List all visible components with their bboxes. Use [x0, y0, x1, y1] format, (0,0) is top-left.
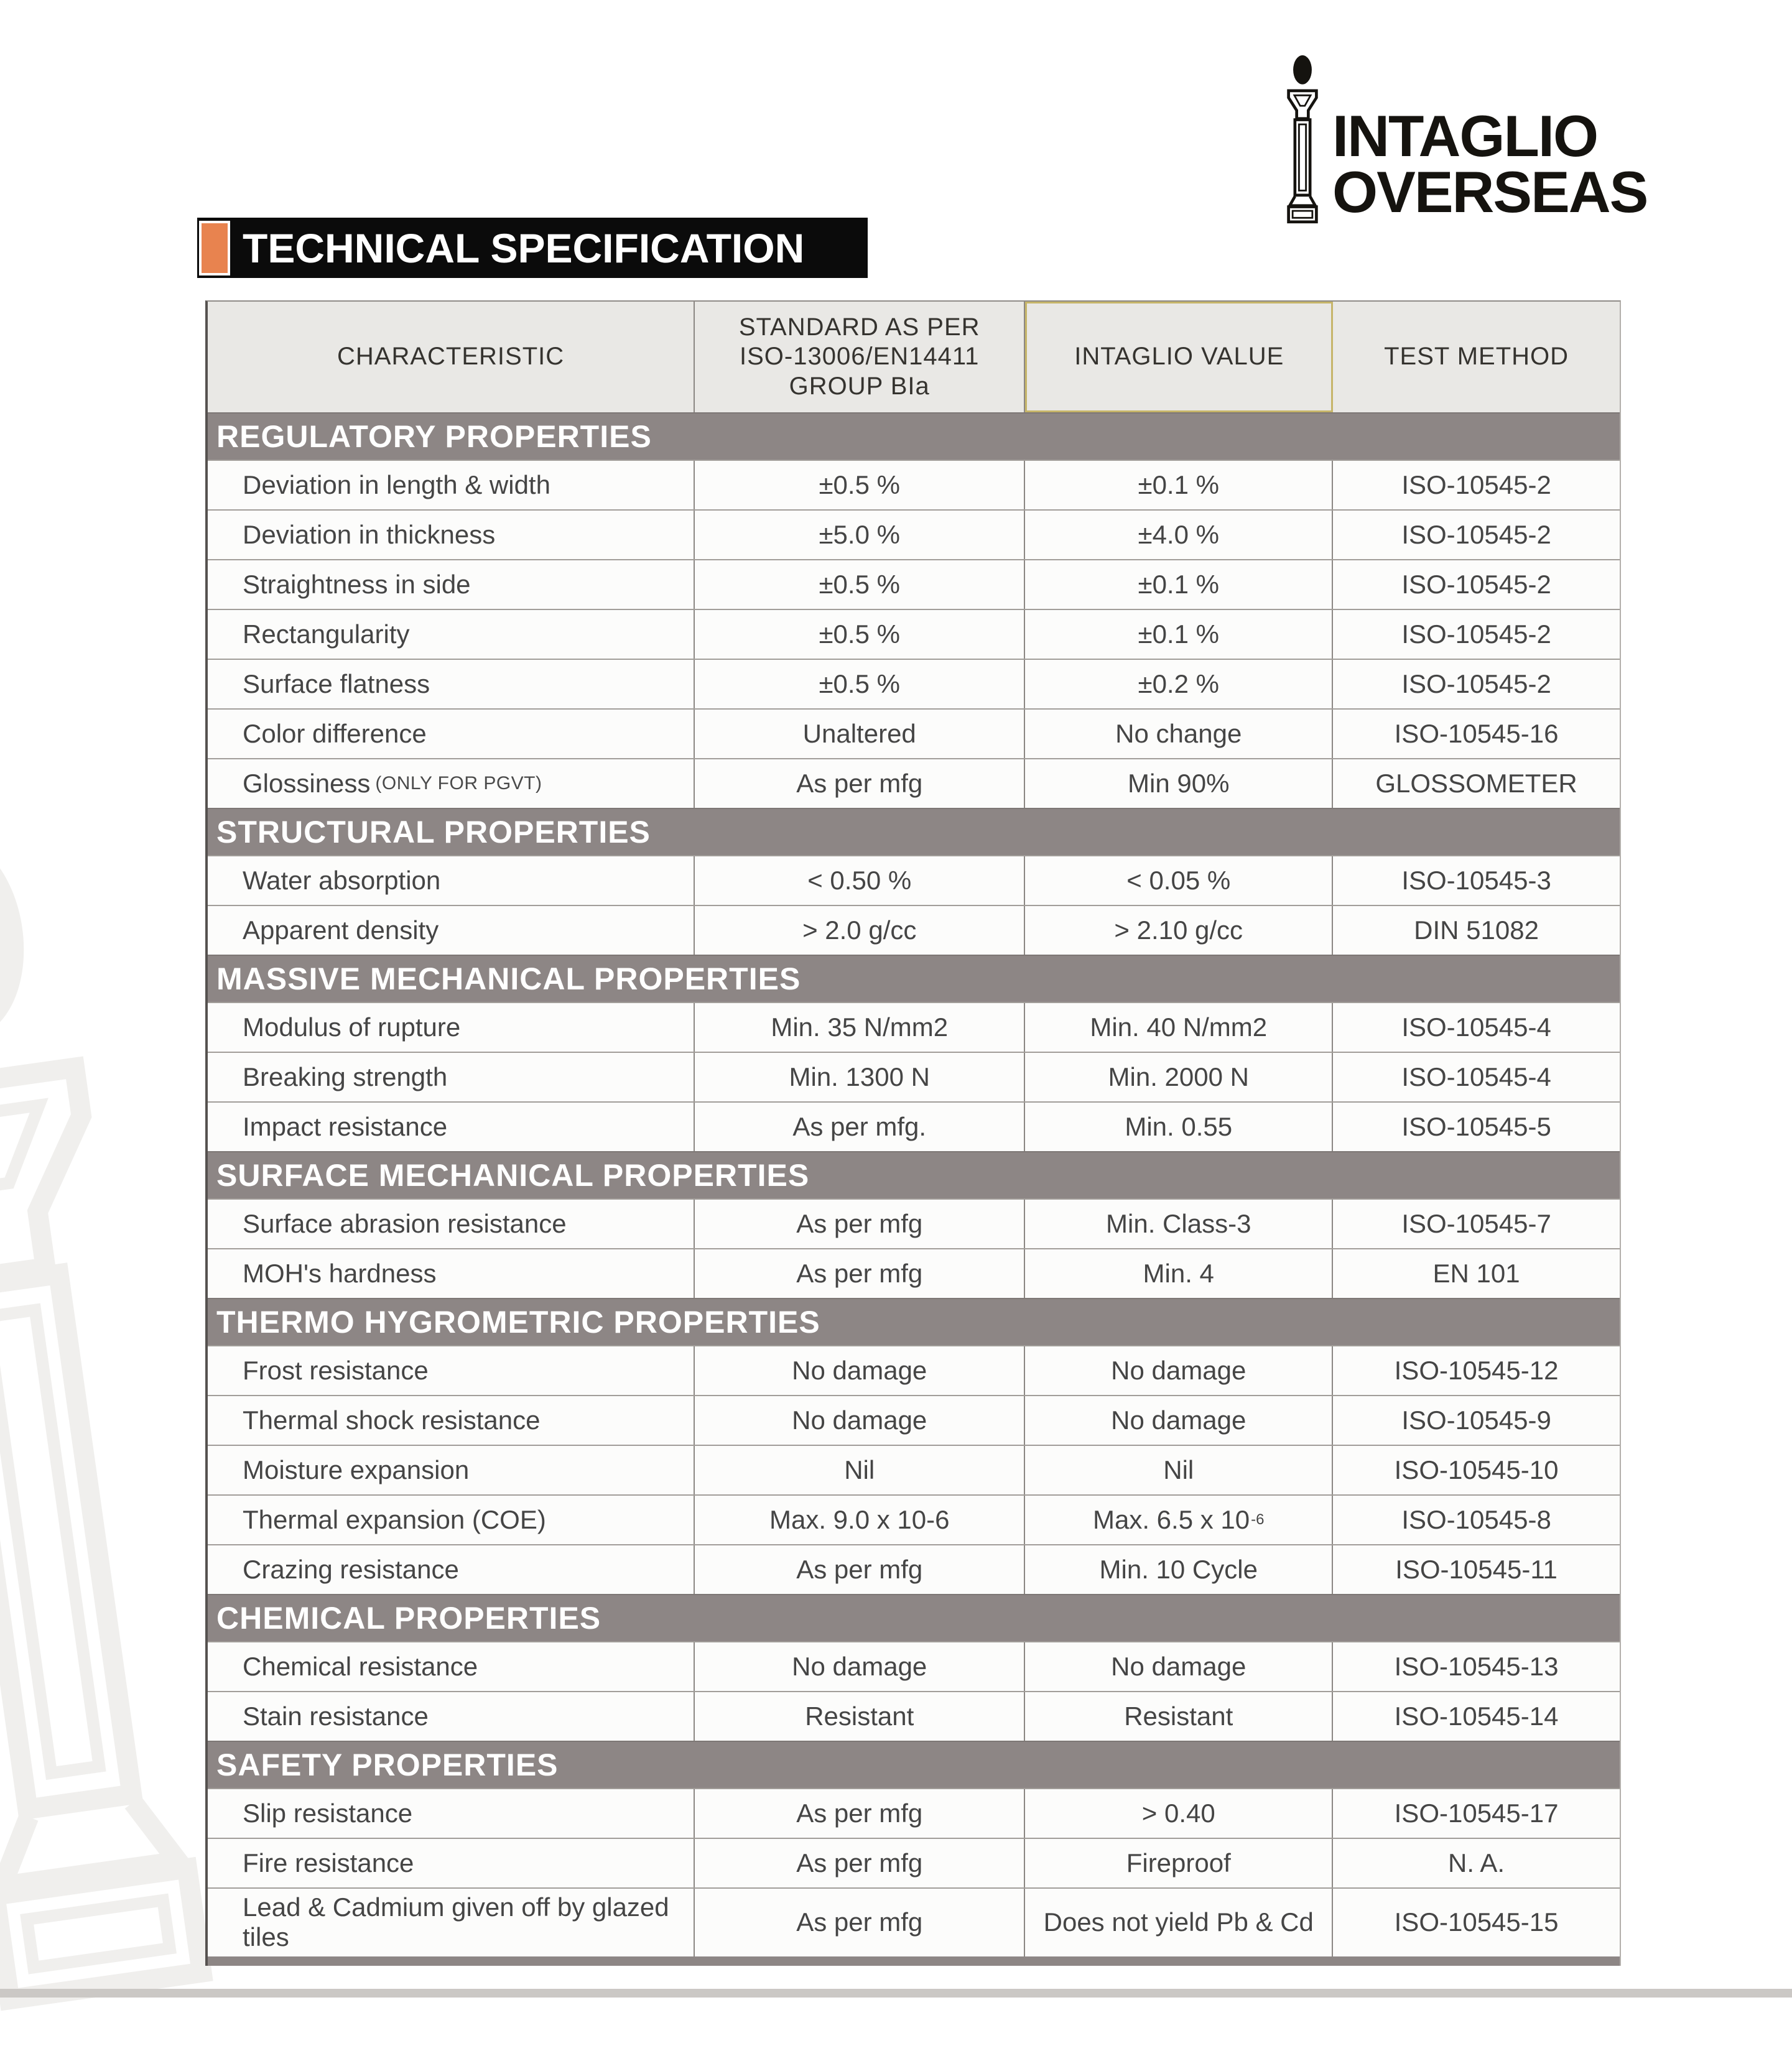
- section-header: REGULATORY PROPERTIES: [208, 412, 1620, 460]
- cell-characteristic: [208, 1200, 695, 1248]
- cell-intaglio-value: No change: [1025, 710, 1333, 758]
- header-characteristic: CHARACTERISTIC: [208, 302, 695, 412]
- cell-characteristic: [208, 560, 695, 609]
- characteristic-label: Fire resistance: [243, 1848, 414, 1877]
- cell-characteristic: [208, 1692, 695, 1741]
- characteristic-label: Deviation in thickness: [243, 519, 496, 549]
- table-row: [208, 1887, 1620, 1956]
- characteristic-label: Impact resistance: [243, 1111, 448, 1141]
- cell-test-method: ISO-10545-8: [1401, 1504, 1551, 1534]
- page-bottom-strip: [0, 1989, 1792, 1998]
- table-row: [208, 855, 1620, 905]
- cell-intaglio-value: Min. 40 N/mm2: [1025, 1003, 1333, 1052]
- table-row: [208, 905, 1620, 955]
- cell-intaglio-value: > 0.40: [1025, 1789, 1333, 1838]
- cell-test-method: GLOSSOMETER: [1375, 768, 1577, 798]
- characteristic-label: Surface flatness: [243, 669, 430, 698]
- cell-intaglio-value: Resistant: [1025, 1692, 1333, 1741]
- characteristic-label: Straightness in side: [243, 569, 471, 599]
- brand-logo: [1285, 55, 1647, 229]
- table-row: [208, 708, 1620, 758]
- cell-standard-value: As per mfg: [695, 1789, 1025, 1838]
- characteristic-label: Breaking strength: [243, 1062, 448, 1091]
- cell-standard-value: No damage: [695, 1346, 1025, 1395]
- section-header: SAFETY PROPERTIES: [208, 1741, 1620, 1788]
- cell-intaglio-value: No damage: [1025, 1396, 1333, 1445]
- cell-characteristic: [208, 906, 695, 955]
- cell-standard-value: > 2.0 g/cc: [695, 906, 1025, 955]
- characteristic-label: Rectangularity: [243, 619, 410, 649]
- table-row: [208, 1494, 1620, 1544]
- cell-test-method: ISO-10545-4: [1401, 1012, 1551, 1042]
- cell-intaglio-value: ±0.1 %: [1025, 560, 1333, 609]
- cell-characteristic: [208, 1103, 695, 1151]
- cell-characteristic: [208, 1346, 695, 1395]
- cell-test-method: ISO-10545-11: [1395, 1554, 1558, 1584]
- cell-intaglio-value: ±4.0 %: [1025, 511, 1333, 559]
- cell-test-method: ISO-10545-9: [1401, 1405, 1551, 1435]
- cell-test-method: EN 101: [1432, 1258, 1520, 1288]
- cell-intaglio-value: No damage: [1025, 1642, 1333, 1691]
- cell-standard-value: No damage: [695, 1642, 1025, 1691]
- characteristic-label: Frost resistance: [243, 1355, 429, 1385]
- cell-characteristic: [208, 1446, 695, 1494]
- cell-characteristic: [208, 660, 695, 708]
- cell-intaglio-value: ±0.1 %: [1025, 461, 1333, 509]
- cell-intaglio-value: Does not yield Pb & Cd: [1025, 1889, 1333, 1956]
- cell-characteristic: [208, 1396, 695, 1445]
- column-i-icon: [1285, 55, 1320, 229]
- characteristic-label: Moisture expansion: [243, 1455, 470, 1484]
- table-row: [208, 1641, 1620, 1691]
- cell-standard-value: ±5.0 %: [695, 511, 1025, 559]
- table-row: [208, 1788, 1620, 1838]
- characteristic-label: Apparent density: [243, 915, 439, 945]
- cell-test-method: ISO-10545-13: [1394, 1651, 1559, 1681]
- section-header: THERMO HYGROMETRIC PROPERTIES: [208, 1298, 1620, 1345]
- cell-standard-value: Min. 35 N/mm2: [695, 1003, 1025, 1052]
- characteristic-label: MOH's hardness: [243, 1258, 437, 1288]
- characteristic-label: Stain resistance: [243, 1701, 429, 1731]
- table-row: [208, 1248, 1620, 1298]
- cell-standard-value: Unaltered: [695, 710, 1025, 758]
- cell-characteristic: [208, 1053, 695, 1101]
- cell-characteristic: [208, 1839, 695, 1887]
- header-standard-line2: ISO-13006/EN14411: [740, 343, 980, 371]
- table-row: [208, 460, 1620, 509]
- characteristic-label: Lead & Cadmium given off by glazed tiles: [243, 1892, 669, 1952]
- table-bottom-border: [208, 1956, 1620, 1966]
- cell-test-method: ISO-10545-2: [1401, 519, 1551, 549]
- cell-intaglio-value: Min. 4: [1025, 1249, 1333, 1298]
- cell-characteristic: [208, 710, 695, 758]
- cell-test-method: ISO-10545-4: [1401, 1062, 1551, 1091]
- cell-characteristic: [208, 1889, 695, 1956]
- header-standard-line3: GROUP BIa: [789, 372, 930, 400]
- cell-standard-value: Min. 1300 N: [695, 1053, 1025, 1101]
- cell-test-method: DIN 51082: [1414, 915, 1539, 945]
- page-title: TECHNICAL SPECIFICATION: [243, 225, 805, 271]
- table-row: [208, 559, 1620, 609]
- cell-test-method: ISO-10545-17: [1394, 1798, 1559, 1828]
- cell-test-method: ISO-10545-2: [1401, 669, 1551, 698]
- cell-intaglio-value: Min. 10 Cycle: [1025, 1545, 1333, 1594]
- cell-characteristic: [208, 1789, 695, 1838]
- cell-standard-value: As per mfg: [695, 759, 1025, 808]
- table-row: [208, 1691, 1620, 1741]
- header-test-method: TEST METHOD: [1384, 343, 1569, 371]
- table-row: [208, 1052, 1620, 1101]
- cell-test-method: ISO-10545-2: [1401, 470, 1551, 499]
- table-row: [208, 1395, 1620, 1445]
- cell-characteristic: [208, 1003, 695, 1052]
- table-row: [208, 1198, 1620, 1248]
- cell-intaglio-value: Nil: [1025, 1446, 1333, 1494]
- table-row: [208, 1002, 1620, 1052]
- table-row: [208, 509, 1620, 559]
- cell-standard-value: As per mfg: [695, 1200, 1025, 1248]
- accent-square: [199, 221, 230, 275]
- header-standard-line1: STANDARD AS PER: [738, 313, 980, 341]
- cell-characteristic: [208, 610, 695, 659]
- cell-test-method: N. A.: [1448, 1848, 1505, 1877]
- cell-test-method: ISO-10545-10: [1394, 1455, 1559, 1484]
- characteristic-label: Slip resistance: [243, 1798, 413, 1828]
- characteristic-label: Thermal shock resistance: [243, 1405, 541, 1435]
- cell-intaglio-value: Min. 2000 N: [1025, 1053, 1333, 1101]
- cell-standard-value: Resistant: [695, 1692, 1025, 1741]
- cell-standard-value: Nil: [695, 1446, 1025, 1494]
- cell-test-method: ISO-10545-7: [1401, 1208, 1551, 1238]
- table-row: [208, 1101, 1620, 1151]
- cell-test-method: ISO-10545-12: [1394, 1355, 1559, 1385]
- table-row: [208, 1838, 1620, 1887]
- section-header: CHEMICAL PROPERTIES: [208, 1594, 1620, 1641]
- cell-characteristic: [208, 856, 695, 905]
- characteristic-label: Thermal expansion (COE): [243, 1504, 546, 1534]
- cell-test-method: ISO-10545-2: [1401, 569, 1551, 599]
- characteristic-label: Chemical resistance: [243, 1651, 478, 1681]
- section-title-bar: [197, 218, 868, 278]
- cell-standard-value: ±0.5 %: [695, 610, 1025, 659]
- cell-standard-value: As per mfg: [695, 1889, 1025, 1956]
- characteristic-label: Deviation in length & width: [243, 470, 550, 499]
- characteristic-label: Modulus of rupture: [243, 1012, 461, 1042]
- brand-line-2: OVERSEAS: [1332, 159, 1648, 225]
- brand-name: [1332, 103, 1648, 225]
- cell-test-method: ISO-10545-15: [1394, 1907, 1559, 1937]
- cell-standard-value: ±0.5 %: [695, 660, 1025, 708]
- brand-line-1: INTAGLIO: [1332, 103, 1598, 169]
- cell-intaglio-value: ±0.2 %: [1025, 660, 1333, 708]
- cell-standard-value: < 0.50 %: [695, 856, 1025, 905]
- table-row: [208, 1445, 1620, 1494]
- cell-characteristic: [208, 1496, 695, 1544]
- characteristic-label: Crazing resistance: [243, 1554, 459, 1584]
- header-intaglio-value: INTAGLIO VALUE: [1025, 302, 1333, 412]
- cell-standard-value: As per mfg: [695, 1249, 1025, 1298]
- cell-test-method: ISO-10545-14: [1394, 1701, 1559, 1731]
- cell-standard-value: As per mfg: [695, 1839, 1025, 1887]
- watermark-column-icon: [0, 816, 233, 2050]
- cell-test-method: ISO-10545-5: [1401, 1111, 1551, 1141]
- cell-standard-value: ±0.5 %: [695, 461, 1025, 509]
- cell-characteristic: [208, 759, 695, 808]
- cell-standard-value: Max. 9.0 x 10-6: [695, 1496, 1025, 1544]
- table-row: [208, 609, 1620, 659]
- cell-characteristic: [208, 1249, 695, 1298]
- cell-intaglio-value: < 0.05 %: [1025, 856, 1333, 905]
- characteristic-note: (ONLY FOR PGVT): [375, 772, 542, 794]
- cell-intaglio-value: No damage: [1025, 1346, 1333, 1395]
- characteristic-label: Color difference: [243, 718, 427, 748]
- cell-characteristic: [208, 1545, 695, 1594]
- characteristic-label: Water absorption: [243, 865, 441, 895]
- characteristic-label: Glossiness: [243, 768, 371, 798]
- table-row: [208, 758, 1620, 808]
- cell-standard-value: No damage: [695, 1396, 1025, 1445]
- cell-characteristic: [208, 511, 695, 559]
- table-header-row: [208, 302, 1620, 412]
- table-row: [208, 1345, 1620, 1395]
- cell-standard-value: As per mfg: [695, 1545, 1025, 1594]
- cell-intaglio-value: Max. 6.5 x 10 -6: [1025, 1496, 1333, 1544]
- section-header: SURFACE MECHANICAL PROPERTIES: [208, 1151, 1620, 1198]
- cell-intaglio-value: Min 90%: [1025, 759, 1333, 808]
- table-body: [208, 412, 1620, 1956]
- section-header: STRUCTURAL PROPERTIES: [208, 808, 1620, 855]
- cell-standard-value: As per mfg.: [695, 1103, 1025, 1151]
- spec-table: [205, 300, 1621, 1966]
- cell-characteristic: [208, 461, 695, 509]
- characteristic-label: Surface abrasion resistance: [243, 1208, 567, 1238]
- cell-intaglio-value: > 2.10 g/cc: [1025, 906, 1333, 955]
- cell-intaglio-value: Fireproof: [1025, 1839, 1333, 1887]
- cell-test-method: ISO-10545-3: [1401, 865, 1551, 895]
- cell-test-method: ISO-10545-16: [1394, 718, 1559, 748]
- cell-characteristic: [208, 1642, 695, 1691]
- header-standard: [695, 302, 1025, 412]
- cell-test-method: ISO-10545-2: [1401, 619, 1551, 649]
- cell-intaglio-value: Min. 0.55: [1025, 1103, 1333, 1151]
- table-row: [208, 659, 1620, 708]
- cell-intaglio-value: Min. Class-3: [1025, 1200, 1333, 1248]
- section-header: MASSIVE MECHANICAL PROPERTIES: [208, 955, 1620, 1002]
- cell-standard-value: ±0.5 %: [695, 560, 1025, 609]
- table-row: [208, 1544, 1620, 1594]
- cell-intaglio-value: ±0.1 %: [1025, 610, 1333, 659]
